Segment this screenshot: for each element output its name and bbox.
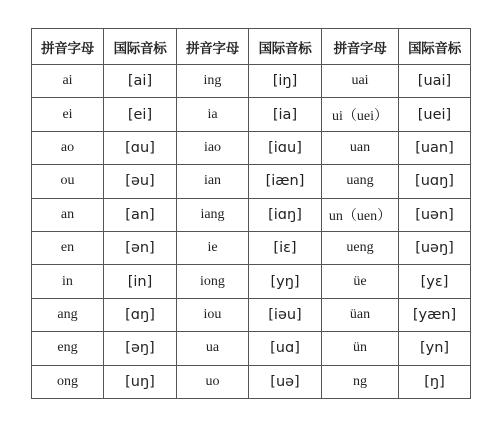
ipa-cell: [uɑŋ] bbox=[399, 165, 471, 198]
ipa-cell: [yɛ] bbox=[399, 265, 471, 298]
ipa-cell: [in] bbox=[104, 265, 177, 298]
pinyin-cell: üe bbox=[322, 265, 399, 298]
ipa-cell: [an] bbox=[104, 198, 177, 231]
ipa-cell: [iŋ] bbox=[249, 65, 322, 98]
pinyin-cell: ou bbox=[32, 165, 104, 198]
table-row bbox=[32, 332, 471, 365]
pinyin-cell: ian bbox=[177, 165, 249, 198]
pinyin-cell: ie bbox=[177, 231, 249, 264]
ipa-cell: [yæn] bbox=[399, 298, 471, 331]
ipa-cell: [yŋ] bbox=[249, 265, 322, 298]
header-row bbox=[32, 29, 471, 65]
ipa-cell: [ai] bbox=[104, 65, 177, 98]
pinyin-cell: iang bbox=[177, 198, 249, 231]
pinyin-cell: ao bbox=[32, 131, 104, 164]
pinyin-cell: ai bbox=[32, 65, 104, 98]
table-row bbox=[32, 98, 471, 131]
pinyin-cell: ueng bbox=[322, 231, 399, 264]
pinyin-cell: ia bbox=[177, 98, 249, 131]
ipa-cell: [uə] bbox=[249, 365, 322, 398]
pinyin-cell: ei bbox=[32, 98, 104, 131]
ipa-cell: [ei] bbox=[104, 98, 177, 131]
ipa-cell: [uei] bbox=[399, 98, 471, 131]
table-row bbox=[32, 165, 471, 198]
pinyin-cell: ang bbox=[32, 298, 104, 331]
ipa-cell: [uan] bbox=[399, 131, 471, 164]
pinyin-cell: en bbox=[32, 231, 104, 264]
ipa-cell: [uɑ] bbox=[249, 332, 322, 365]
ipa-cell: [ia] bbox=[249, 98, 322, 131]
header-pinyin: 拼音字母 bbox=[32, 29, 104, 65]
pinyin-cell: uo bbox=[177, 365, 249, 398]
ipa-cell: [ɑu] bbox=[104, 131, 177, 164]
ipa-cell: [uai] bbox=[399, 65, 471, 98]
pinyin-cell: an bbox=[32, 198, 104, 231]
table-row bbox=[32, 265, 471, 298]
header-pinyin: 拼音字母 bbox=[322, 29, 399, 65]
ipa-cell: [iɑu] bbox=[249, 131, 322, 164]
ipa-cell: [ŋ] bbox=[399, 365, 471, 398]
table-row bbox=[32, 198, 471, 231]
ipa-cell: [əu] bbox=[104, 165, 177, 198]
ipa-cell: [uən] bbox=[399, 198, 471, 231]
header-pinyin: 拼音字母 bbox=[177, 29, 249, 65]
header-ipa: 国际音标 bbox=[399, 29, 471, 65]
pinyin-cell: üan bbox=[322, 298, 399, 331]
ipa-cell: [iɛ] bbox=[249, 231, 322, 264]
ipa-cell: [ɑŋ] bbox=[104, 298, 177, 331]
header-ipa: 国际音标 bbox=[104, 29, 177, 65]
pinyin-cell: eng bbox=[32, 332, 104, 365]
ipa-cell: [iəu] bbox=[249, 298, 322, 331]
ipa-cell: [iɑŋ] bbox=[249, 198, 322, 231]
ipa-cell: [ən] bbox=[104, 231, 177, 264]
pinyin-cell: iou bbox=[177, 298, 249, 331]
pinyin-cell: ui（uei） bbox=[322, 98, 399, 131]
header-ipa: 国际音标 bbox=[249, 29, 322, 65]
pinyin-cell: ong bbox=[32, 365, 104, 398]
table-row bbox=[32, 298, 471, 331]
pinyin-cell: uai bbox=[322, 65, 399, 98]
pinyin-cell: uan bbox=[322, 131, 399, 164]
pinyin-cell: iong bbox=[177, 265, 249, 298]
pinyin-cell: iao bbox=[177, 131, 249, 164]
pinyin-cell: uang bbox=[322, 165, 399, 198]
ipa-cell: [yn] bbox=[399, 332, 471, 365]
pinyin-cell: ua bbox=[177, 332, 249, 365]
table-row bbox=[32, 131, 471, 164]
table-row bbox=[32, 365, 471, 398]
table-row bbox=[32, 231, 471, 264]
ipa-cell: [iæn] bbox=[249, 165, 322, 198]
pinyin-cell: ing bbox=[177, 65, 249, 98]
pinyin-cell: ün bbox=[322, 332, 399, 365]
ipa-cell: [əŋ] bbox=[104, 332, 177, 365]
pinyin-ipa-table bbox=[31, 28, 471, 399]
ipa-cell: [uəŋ] bbox=[399, 231, 471, 264]
ipa-cell: [uŋ] bbox=[104, 365, 177, 398]
table-row bbox=[32, 65, 471, 98]
pinyin-cell: in bbox=[32, 265, 104, 298]
pinyin-cell: un（uen） bbox=[322, 198, 399, 231]
pinyin-cell: ng bbox=[322, 365, 399, 398]
